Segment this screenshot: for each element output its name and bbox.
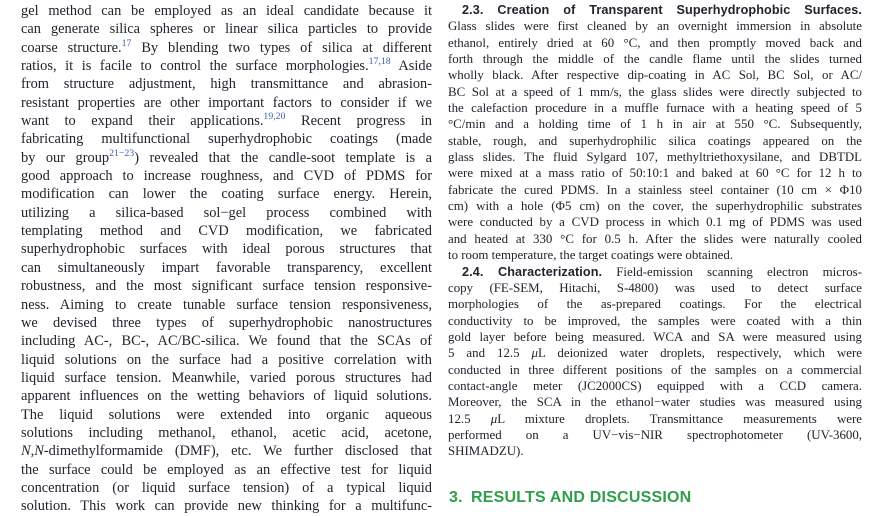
right-text-column [448,2,862,460]
text-line: solution. This work can provide new thinking for a multifunc- [21,498,432,515]
text-line: copy (FE-SEM, Hitachi, S-4800) was used to detect surface [448,280,862,295]
text-line: 5 and 12.5 μL deionized water droplets, respectively, which were [448,346,862,361]
text-line: Moreover, the SCA in the ethanol−water studies was measured using [448,395,862,410]
text-line: performed on a UV−vis−NIR spectrophotometer (UV-3600, [448,427,862,442]
text-line: liquid solutions on the surface had a positive correlation with [21,351,432,368]
text-line: were conducted by a CVD process in which 0.1 mg of PDMS was used [448,215,862,230]
text-line: 2.4. Characterization. Field-emission scanning electron micros- [462,264,862,279]
section-heading-results-and-discussion: 3. RESULTS AND DISCUSSION [449,489,692,506]
text-line: were mixed at a mass ratio of 50:10:1 and baked at 60 °C for 12 h to [448,166,862,181]
text-line: morphologies of the as-prepared coatings. For the electrical [448,297,862,312]
text-line: apparent influences on the wetting behaviors of liquid solutions. [21,388,432,405]
text-line: we devised three types of superhydrophobic nanostructures [21,314,432,331]
text-line: the calefaction procedure in a muffle furnace with a heating speed of 5 [448,101,862,116]
text-line: ethanol, entirely dried at 60 °C, and then promptly moved back and [448,35,862,50]
text-line: including AC-, BC-, AC/BC-silica. We found that the SCAs of [21,333,432,350]
text-line: liquid surface tension. Meanwhile, varied porous structures had [21,369,432,386]
text-line: N,N-dimethylformamide (DMF), etc. We further disclosed that [21,443,432,460]
text-line: robustness, and the most significant surface tension responsive- [21,278,432,295]
text-line: wholly black. After respective dip-coating in AC Sol, BC Sol, or AC/ [448,68,862,83]
text-line: can generate silica spheres or linear silica particles to provide [21,21,432,38]
text-line: fabricate the cured PDMS. In a stainless steel container (10 cm × Φ10 [448,182,862,197]
text-line: ratios, it is facile to control the surface morphologies.$^{17,18}$ Aside [21,57,432,75]
text-line: superhydrophobic surfaces with ideal porous structures that [21,241,432,258]
text-line: the surface could be employed as an effective test for liquid [21,461,432,478]
text-line: forth through the middle of the candle flame until the slides turned [448,52,862,67]
text-line: BC Sol at a speed of 1 mm/s, the glass slides were directly subjected to [448,84,862,99]
text-line: The liquid solutions were extended into organic aqueous [21,406,432,423]
text-line: glass slides. The fluid Sylgard 107, methyltriethoxysilane, and DBTDL [448,150,862,165]
text-line: stable, rough, and superhydrophilic silica coatings appeared on the [448,133,862,148]
text-line: to room temperature, the target coatings were obtained. [448,248,734,263]
text-line: modification can lower the coating surface energy. Herein, [21,186,432,203]
text-line: gold layer before being measured. WCA and SA were measured using [448,329,862,344]
text-line: by our group$^{21-23}$) revealed that the candle-soot template is a [21,148,432,166]
text-line: fabricating multifunctional superhydrophobic coatings (made [21,131,432,148]
text-line: utilizing a silica-based sol−gel process combined with [21,204,432,221]
left-text-column [21,2,432,516]
text-line: ness. Aiming to create tunable surface tension responsiveness, [21,296,432,313]
text-line: resistant properties are other important factors to consider if we [21,94,432,111]
text-line: templating method and CVD modification, we fabricated [21,223,432,240]
text-line: concentration (or liquid surface tension) of a typical liquid [21,479,432,496]
text-line: °C/min and a holding time of 1 h in air at 550 °C. Subsequently, [448,117,862,132]
text-line: 2.3. Creation of Transparent Superhydrophobic Surfaces. [462,3,862,17]
text-line: 12.5 μL mixture droplets. Transmittance measurements were [448,411,862,426]
text-line: can simultaneously impart favorable transparency, excellent [21,259,432,276]
text-line: gel method can be employed as an ideal candidate because it [21,3,432,19]
text-line: cm) with a hole (Φ5 cm) on the cover, the superhydrophilic substrates [448,199,862,214]
text-line: conductivity to be improved, the samples were coated with a thin [448,313,862,328]
text-line: contact-angle meter (JC2000CS) equipped with a CCD camera. [448,378,862,393]
text-line: want to expand their applications.$^{19,20}$ Recent progress in [21,112,432,130]
text-line: coarse structure.$^{17}$ By blending two types of silica at different [21,38,432,56]
text-line: and heated at 330 °C for 0.5 h. After the slides were naturally cooled [448,231,862,246]
text-line: solutions including methanol, ethanol, acetic acid, acetone, [21,424,432,441]
text-line: SHIMADZU). [448,444,524,459]
text-line: conducted in three different positions of the samples on a commercial [448,362,862,377]
text-line: good approach to increase roughness, and CVD of PDMS for [21,168,432,185]
text-line: Glass slides were first cleaned by an overnight immersion in absolute [448,19,862,34]
text-line: from structure adjustment, high transmittance and abrasion- [21,76,432,93]
